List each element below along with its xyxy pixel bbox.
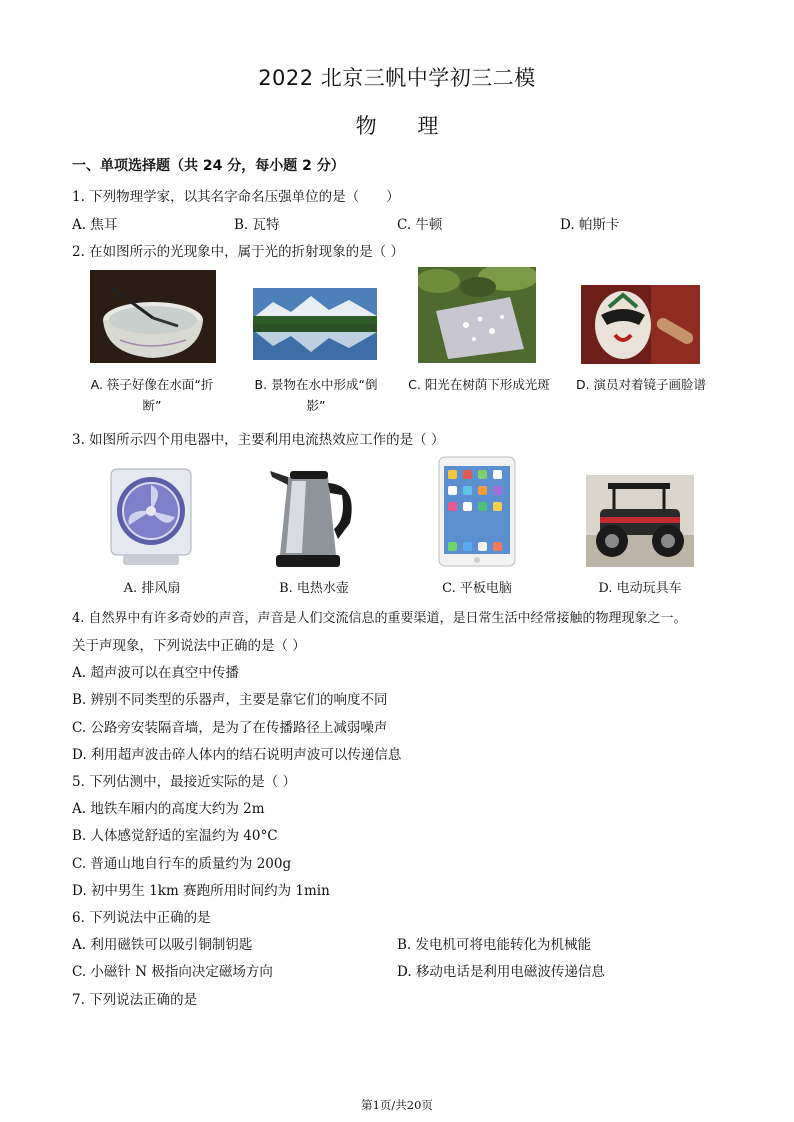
electric-toy-car-image bbox=[586, 475, 694, 567]
electric-kettle-image bbox=[266, 463, 361, 571]
q4-stem-line1: 4. 自然界中有许多奇妙的声音，声音是人们交流信息的重要渠道，是日常生活中经常接触的物理现象之一。 bbox=[72, 611, 687, 626]
tablet-computer-image bbox=[438, 456, 516, 567]
q4-option-d: D. 利用超声波击碎人体内的结石说明声波可以传递信息 bbox=[72, 747, 402, 763]
q3-caption-a: A. 排风扇 bbox=[123, 581, 181, 596]
page-number: 第1页/共20页 bbox=[361, 1098, 433, 1112]
q4-stem-line2: 关于声现象，下列说法中正确的是（ ） bbox=[72, 638, 306, 654]
q2-caption-a bbox=[76, 374, 228, 416]
q5-option-c: C. 普通山地自行车的质量约为 200g bbox=[72, 856, 292, 872]
exhaust-fan-image bbox=[105, 465, 197, 569]
q3-caption-c: C. 平板电脑 bbox=[442, 581, 512, 596]
q2-caption-a-line2: 断” bbox=[142, 398, 162, 413]
q2-caption-b-line2: 影” bbox=[306, 398, 326, 413]
q6-option-d: D. 移动电话是利用电磁波传递信息 bbox=[397, 964, 605, 980]
q2-caption-b bbox=[240, 374, 392, 416]
q6-stem: 6. 下列说法中正确的是 bbox=[72, 910, 211, 926]
q1-option-a: A. 焦耳 bbox=[72, 217, 118, 233]
q4-option-a: A. 超声波可以在真空中传播 bbox=[72, 665, 239, 681]
q2-caption-d: D. 演员对着镜子画脸谱 bbox=[575, 377, 707, 392]
q6-option-b: B. 发电机可将电能转化为机械能 bbox=[397, 937, 592, 953]
q3-caption-d: D. 电动玩具车 bbox=[598, 581, 682, 596]
chopsticks-bowl-image bbox=[90, 270, 216, 363]
q4-option-b: B. 辨别不同类型的乐器声，主要是靠它们的响度不同 bbox=[72, 692, 388, 708]
q3-caption-b: B. 电热水壶 bbox=[279, 581, 349, 596]
sunlight-spots-image bbox=[418, 267, 536, 363]
exam-title: 2022 北京三帆中学初三二模 bbox=[258, 66, 536, 90]
q2-caption-c: C. 阳光在树荫下形成光斑 bbox=[408, 377, 550, 392]
q5-stem: 5. 下列估测中，最接近实际的是（ ） bbox=[72, 774, 296, 790]
subject-title: 物 理 bbox=[355, 114, 439, 138]
q1-option-c: C. 牛顿 bbox=[397, 217, 443, 233]
q5-option-d: D. 初中男生 1km 赛跑所用时间约为 1min bbox=[72, 883, 330, 899]
q2-stem: 2. 在如图所示的光现象中，属于光的折射现象的是（ ） bbox=[72, 244, 404, 260]
q1-stem: 1. 下列物理学家，以其名字命名压强单位的是（ ） bbox=[72, 189, 400, 205]
section-heading: 一、单项选择题（共 24 分，每小题 2 分） bbox=[72, 158, 345, 174]
opera-mask-mirror-image bbox=[581, 285, 700, 364]
q1-option-d: D. 帕斯卡 bbox=[560, 217, 620, 233]
q5-option-b: B. 人体感觉舒适的室温约为 40°C bbox=[72, 828, 278, 844]
q7-stem: 7. 下列说法正确的是 bbox=[72, 992, 198, 1008]
q4-option-c: C. 公路旁安装隔音墙，是为了在传播路径上减弱噪声 bbox=[72, 720, 388, 736]
q5-option-a: A. 地铁车厢内的高度大约为 2m bbox=[72, 801, 265, 817]
q3-stem: 3. 如图所示四个用电器中，主要利用电流热效应工作的是（ ） bbox=[72, 432, 445, 448]
q2-caption-b-line1: B. 景物在水中形成“倒 bbox=[254, 377, 378, 392]
q2-caption-a-line1: A. 筷子好像在水面“折 bbox=[90, 377, 214, 392]
lake-reflection-image bbox=[253, 288, 377, 360]
q6-option-c: C. 小磁针 N 极指向决定磁场方向 bbox=[72, 964, 273, 980]
q1-option-b: B. 瓦特 bbox=[234, 217, 280, 233]
q6-option-a: A. 利用磁铁可以吸引铜制钥匙 bbox=[72, 937, 253, 953]
